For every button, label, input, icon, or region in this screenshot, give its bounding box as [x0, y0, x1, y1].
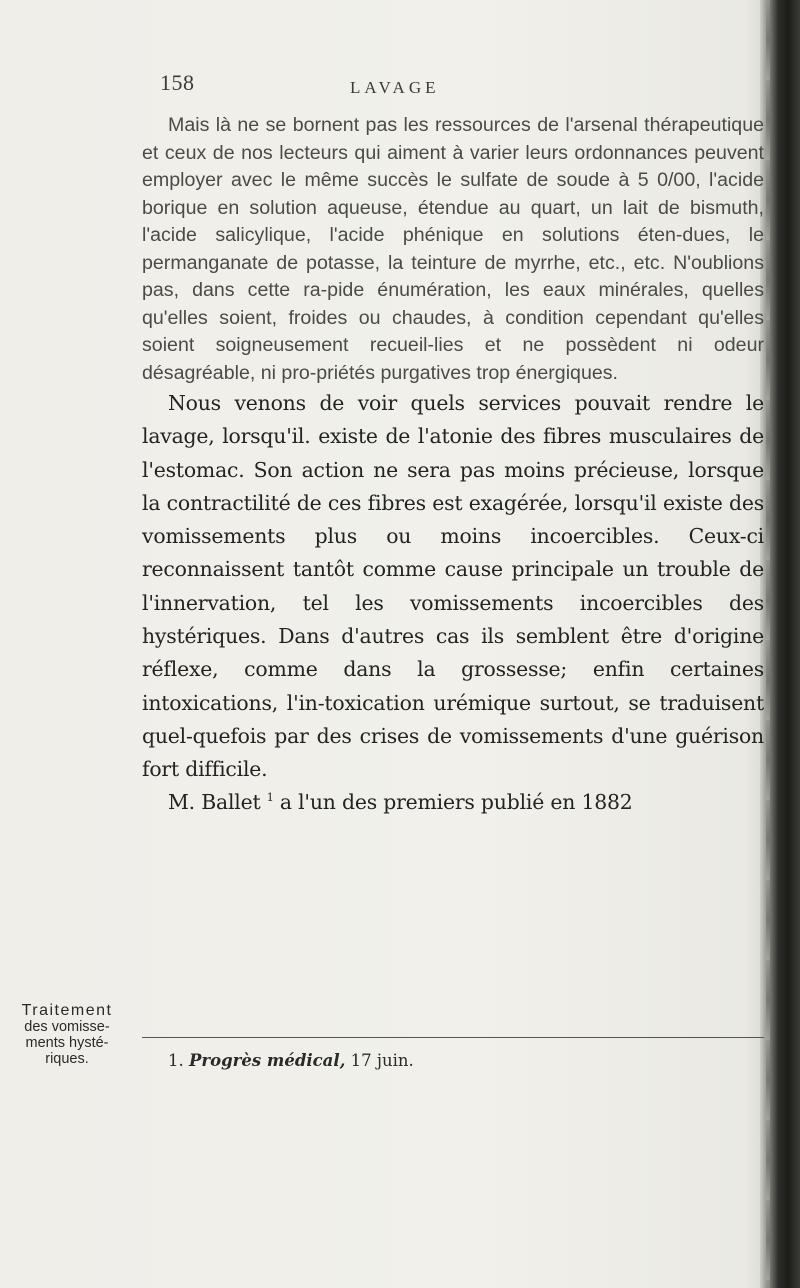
footnote-reference: 1	[266, 790, 274, 804]
footnote	[142, 1050, 764, 1072]
book-binding-edge	[760, 0, 800, 1288]
margin-note-line: Traitement	[21, 1002, 113, 1019]
margin-note-line: ments hysté-	[25, 1035, 109, 1051]
footnote-divider	[142, 1037, 764, 1038]
margin-note	[8, 1003, 126, 1067]
paragraph-ballet-text-before: M. Ballet	[168, 789, 267, 814]
paragraph-vomiting: Nous venons de voir quels services pouvait rendre le lavage, lorsqu'il. existe de l'atonie des fibres musculaires de l'estomac. Son action ne sera pas moins précieuse, lorsque la contractilité de ces fibres est exagérée, lorsqu'il existe des vomissements plus ou moins incoercibles. Ceux-ci reconnaissent tantôt comme cause principale un trouble de l'innervation, tel les vomissements incoercibles des hystériques. Dans d'autres cas ils semblent être d'origine réflexe, comme dans la grossesse; enfin certaines intoxications, l'in-toxication urémique surtout, se traduisent quel-quefois par des crises de vomissements d'une guérison fort difficile.	[142, 391, 764, 782]
paragraph-ballet	[142, 786, 764, 819]
body-text	[142, 112, 764, 819]
paragraph-remedies: Mais là ne se bornent pas les ressources de l'arsenal thérapeutique et ceux de nos lecteurs qui aiment à varier leurs ordonnances peuvent employer avec le même succès le sulfate de soude à 5 0/00, l'acide borique en solution aqueuse, étendue au quart, un lait de bismuth, l'acide salicylique, l'acide phénique en solutions éten-dues, le permanganate de potasse, la teinture de myrrhe, etc., etc. N'oublions pas, dans cette ra-pide énumération, les eaux minérales, quelles qu'elles soient, froides ou chaudes, à condition cependant qu'elles soient soigneusement recueil-lies et ne possèdent ni odeur désagréable, ni pro-priétés purgatives trop énergiques.	[142, 114, 764, 384]
margin-note-line: des vomisse-	[24, 1019, 110, 1035]
footnote-detail: 17 juin.	[350, 1051, 414, 1070]
margin-note-line: riques.	[45, 1051, 89, 1067]
page-number: 158	[160, 70, 195, 95]
running-head: LAVAGE	[350, 78, 440, 97]
paragraph-ballet-text-after: a l'un des premiers publié en 1882	[273, 789, 633, 814]
footnote-number: 1.	[168, 1051, 184, 1070]
footnote-title: Progrès médical,	[189, 1051, 346, 1070]
